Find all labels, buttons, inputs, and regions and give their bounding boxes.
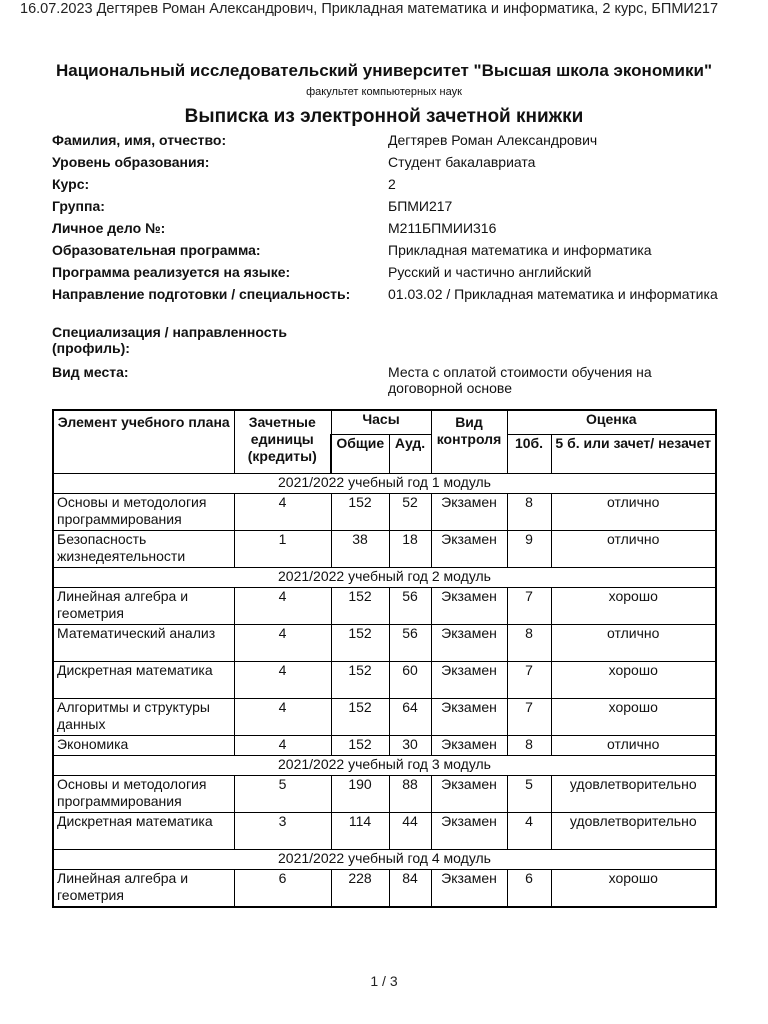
credits-cell: 4 bbox=[234, 587, 331, 624]
credits-cell: 4 bbox=[234, 698, 331, 735]
hours-total-cell: 152 bbox=[331, 493, 389, 530]
subject-cell: Дискретная математика bbox=[53, 812, 234, 849]
info-label: Курс: bbox=[52, 176, 90, 192]
hours-total-cell: 228 bbox=[331, 869, 389, 907]
info-label: Направление подготовки / специальность: bbox=[52, 286, 351, 302]
info-value: 2 bbox=[388, 176, 396, 192]
info-row-record bbox=[52, 220, 732, 242]
grade-5-cell: хорошо bbox=[551, 587, 716, 624]
module-label: 2021/2022 учебный год 1 модуль bbox=[53, 473, 716, 493]
subject-cell: Основы и методология программирования bbox=[53, 493, 234, 530]
grade-5-cell: хорошо bbox=[551, 869, 716, 907]
info-label: Уровень образования: bbox=[52, 154, 210, 170]
credits-cell: 3 bbox=[234, 812, 331, 849]
grade-10-cell: 7 bbox=[507, 698, 551, 735]
header-hours-total: Общие bbox=[331, 434, 389, 473]
header-grade-5: 5 б. или зачет/ незачет bbox=[551, 434, 716, 473]
control-cell: Экзамен bbox=[431, 698, 507, 735]
grade-10-cell: 5 bbox=[507, 775, 551, 812]
hours-aud-cell: 64 bbox=[389, 698, 431, 735]
hours-total-cell: 152 bbox=[331, 661, 389, 698]
hours-aud-cell: 60 bbox=[389, 661, 431, 698]
control-cell: Экзамен bbox=[431, 812, 507, 849]
table-row bbox=[53, 735, 716, 755]
document-title: Выписка из электронной зачетной книжки bbox=[184, 106, 584, 127]
info-value: Дегтярев Роман Александрович bbox=[388, 132, 598, 148]
subject-cell: Математический анализ bbox=[53, 624, 234, 661]
page-number: 1 / 3 bbox=[370, 973, 398, 989]
header-grade-10: 10б. bbox=[507, 434, 551, 473]
grade-5-cell: хорошо bbox=[551, 698, 716, 735]
header-hours-aud: Ауд. bbox=[389, 434, 431, 473]
table-row bbox=[53, 775, 716, 812]
control-cell: Экзамен bbox=[431, 493, 507, 530]
credits-cell: 4 bbox=[234, 624, 331, 661]
hours-total-cell: 38 bbox=[331, 530, 389, 567]
table-row bbox=[53, 698, 716, 735]
table-row bbox=[53, 661, 716, 698]
info-value: Прикладная математика и информатика bbox=[388, 242, 652, 258]
info-value bbox=[388, 324, 732, 364]
table-row bbox=[53, 587, 716, 624]
subject-cell: Экономика bbox=[53, 735, 234, 755]
module-label: 2021/2022 учебный год 3 модуль bbox=[53, 755, 716, 775]
grade-5-cell: отлично bbox=[551, 624, 716, 661]
hours-total-cell: 152 bbox=[331, 624, 389, 661]
subject-cell: Безопасность жизнедеятельности bbox=[53, 530, 234, 567]
student-info bbox=[52, 132, 732, 400]
header-element: Элемент учебного плана bbox=[53, 410, 234, 473]
control-cell: Экзамен bbox=[431, 587, 507, 624]
info-value: Студент бакалавриата bbox=[388, 154, 536, 170]
table-row bbox=[53, 812, 716, 849]
credits-cell: 4 bbox=[234, 735, 331, 755]
info-row-level bbox=[52, 154, 732, 176]
hours-total-cell: 152 bbox=[331, 587, 389, 624]
info-label: Личное дело №: bbox=[52, 220, 166, 236]
info-value: Русский и частично английский bbox=[388, 264, 592, 280]
hours-aud-cell: 30 bbox=[389, 735, 431, 755]
info-value: М211БПМИИ316 bbox=[388, 220, 497, 236]
grades-table bbox=[52, 409, 717, 908]
grade-5-cell: удовлетворительно bbox=[551, 812, 716, 849]
subject-cell: Линейная алгебра и геометрия bbox=[53, 869, 234, 907]
hours-aud-cell: 84 bbox=[389, 869, 431, 907]
module-row bbox=[53, 473, 716, 493]
table-row bbox=[53, 530, 716, 567]
info-row-language bbox=[52, 264, 732, 286]
header-credits: Зачетные единицы (кредиты) bbox=[234, 410, 331, 473]
header-control: Вид контроля bbox=[431, 410, 507, 473]
grade-10-cell: 7 bbox=[507, 661, 551, 698]
control-cell: Экзамен bbox=[431, 624, 507, 661]
print-header: 16.07.2023 Дегтярев Роман Александрович, Прикладная математика и информатика, 2 курс, БПМИ217 bbox=[20, 1, 719, 17]
grade-10-cell: 7 bbox=[507, 587, 551, 624]
subject-cell: Дискретная математика bbox=[53, 661, 234, 698]
info-row-group bbox=[52, 198, 732, 220]
header-hours: Часы bbox=[331, 410, 431, 434]
grade-5-cell: удовлетворительно bbox=[551, 775, 716, 812]
credits-cell: 4 bbox=[234, 493, 331, 530]
control-cell: Экзамен bbox=[431, 869, 507, 907]
hours-aud-cell: 56 bbox=[389, 587, 431, 624]
module-label: 2021/2022 учебный год 4 модуль bbox=[53, 849, 716, 869]
hours-total-cell: 190 bbox=[331, 775, 389, 812]
control-cell: Экзамен bbox=[431, 661, 507, 698]
control-cell: Экзамен bbox=[431, 530, 507, 567]
hours-total-cell: 114 bbox=[331, 812, 389, 849]
hours-aud-cell: 18 bbox=[389, 530, 431, 567]
credits-cell: 5 bbox=[234, 775, 331, 812]
info-row-direction bbox=[52, 286, 732, 324]
table-row bbox=[53, 869, 716, 907]
info-row-specialization bbox=[52, 324, 732, 364]
control-cell: Экзамен bbox=[431, 735, 507, 755]
credits-cell: 4 bbox=[234, 661, 331, 698]
grades-body bbox=[53, 473, 716, 907]
grade-10-cell: 6 bbox=[507, 869, 551, 907]
info-value: 01.03.02 / Прикладная математика и информатика bbox=[388, 286, 718, 302]
university-name: Национальный исследовательский университет "Высшая школа экономики" bbox=[55, 61, 713, 80]
grade-10-cell: 4 bbox=[507, 812, 551, 849]
subject-cell: Алгоритмы и структуры данных bbox=[53, 698, 234, 735]
info-label: Фамилия, имя, отчество: bbox=[52, 132, 227, 148]
module-row bbox=[53, 849, 716, 869]
grade-10-cell: 8 bbox=[507, 624, 551, 661]
header-grade: Оценка bbox=[507, 410, 716, 434]
hours-aud-cell: 88 bbox=[389, 775, 431, 812]
credits-cell: 1 bbox=[234, 530, 331, 567]
subject-cell: Основы и методология программирования bbox=[53, 775, 234, 812]
info-label: Вид места: bbox=[52, 364, 129, 380]
info-value: БПМИ217 bbox=[388, 198, 453, 214]
info-row-program bbox=[52, 242, 732, 264]
hours-aud-cell: 52 bbox=[389, 493, 431, 530]
info-label: Образовательная программа: bbox=[52, 242, 261, 258]
grade-10-cell: 8 bbox=[507, 735, 551, 755]
grade-5-cell: хорошо bbox=[551, 661, 716, 698]
grade-5-cell: отлично bbox=[551, 493, 716, 530]
info-label: Программа реализуется на языке: bbox=[52, 264, 291, 280]
hours-total-cell: 152 bbox=[331, 698, 389, 735]
hours-total-cell: 152 bbox=[331, 735, 389, 755]
info-label: Специализация / направленность (профиль): bbox=[52, 324, 287, 356]
grade-5-cell: отлично bbox=[551, 530, 716, 567]
module-row bbox=[53, 567, 716, 587]
grade-10-cell: 8 bbox=[507, 493, 551, 530]
info-value: Места с оплатой стоимости обучения на договорной основе bbox=[388, 364, 652, 396]
faculty-name: факультет компьютерных наук bbox=[306, 86, 462, 98]
subject-cell: Линейная алгебра и геометрия bbox=[53, 587, 234, 624]
hours-aud-cell: 44 bbox=[389, 812, 431, 849]
info-row-name bbox=[52, 132, 732, 154]
table-row bbox=[53, 493, 716, 530]
control-cell: Экзамен bbox=[431, 775, 507, 812]
module-row bbox=[53, 755, 716, 775]
info-label: Группа: bbox=[52, 198, 105, 214]
info-row-place bbox=[52, 364, 732, 400]
info-row-course bbox=[52, 176, 732, 198]
hours-aud-cell: 56 bbox=[389, 624, 431, 661]
grade-5-cell: отлично bbox=[551, 735, 716, 755]
module-label: 2021/2022 учебный год 2 модуль bbox=[53, 567, 716, 587]
grade-10-cell: 9 bbox=[507, 530, 551, 567]
credits-cell: 6 bbox=[234, 869, 331, 907]
table-row bbox=[53, 624, 716, 661]
